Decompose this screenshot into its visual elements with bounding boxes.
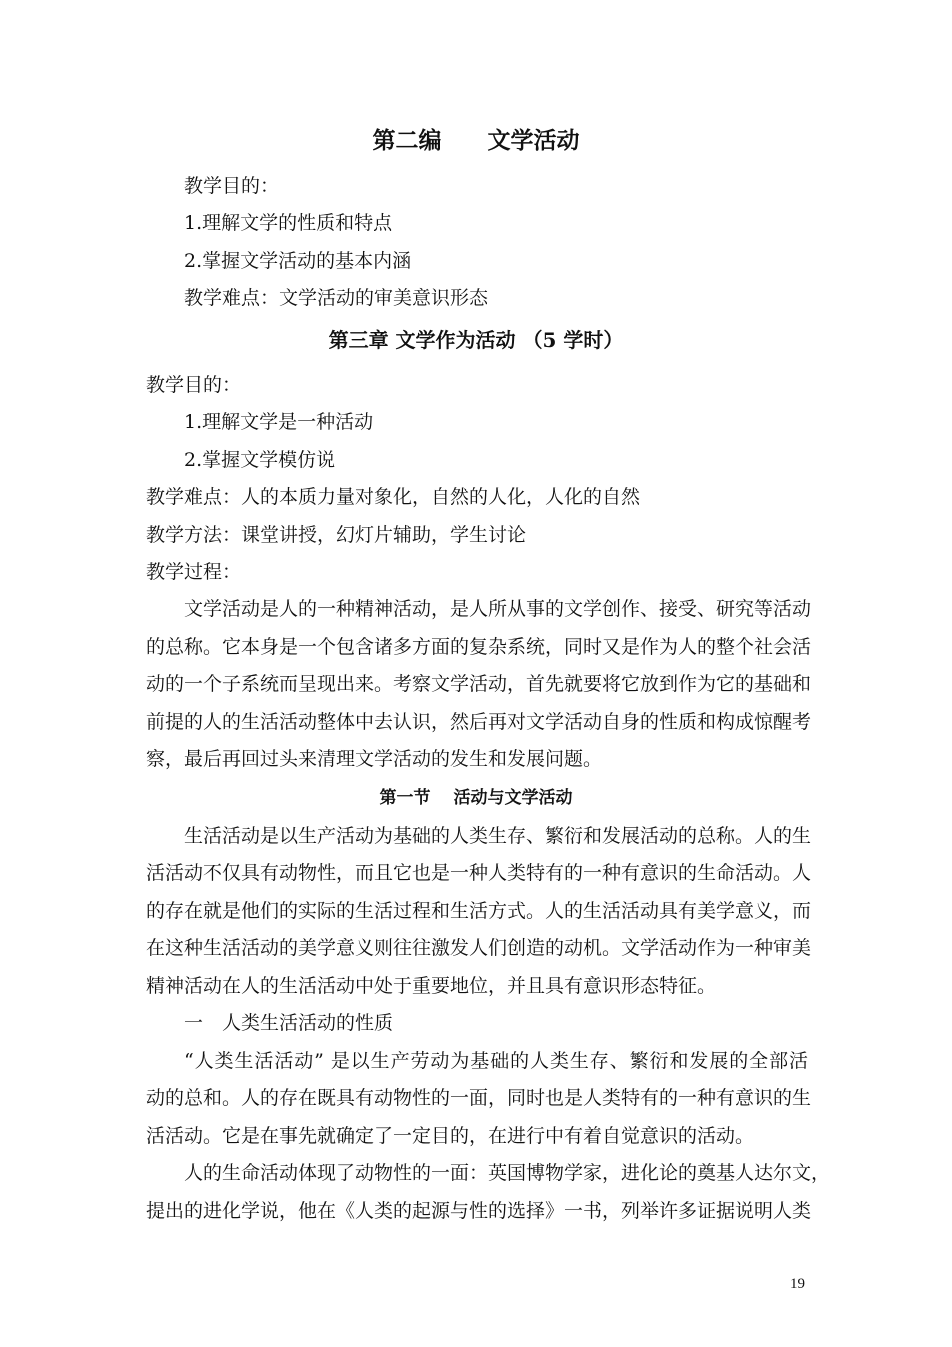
chapter-objective-item: 2.掌握文学模仿说 [184, 449, 336, 471]
part-difficulty: 教学难点：文学活动的审美意识形态 [184, 287, 489, 309]
paragraph-line: “人类生活活动” 是以生产劳动为基础的人类生存、繁衍和发展的全部活 [184, 1050, 808, 1072]
part-objective-item: 2.掌握文学活动的基本内涵 [184, 250, 412, 272]
chapter-process-heading: 教学过程： [146, 561, 242, 583]
paragraph-line: 的总称。它本身是一个包含诸多方面的复杂系统，同时又是作为人的整个社会活 [146, 636, 812, 658]
part-objectives-heading: 教学目的： [184, 175, 280, 197]
paragraph-line: 生活活动是以生产活动为基础的人类生存、繁衍和发展活动的总称。人的生 [184, 825, 812, 847]
paragraph-line: 活活动不仅具有动物性，而且它也是一种人类特有的一种有意识的生命活动。人 [146, 862, 812, 884]
paragraph-line: 前提的人的生活活动整体中去认识，然后再对文学活动自身的性质和构成惊醒考 [146, 711, 812, 733]
paragraph-line: 提出的进化学说，他在《人类的起源与性的选择》一书，列举许多证据说明人类 [146, 1200, 812, 1222]
chapter-objective-item: 1.理解文学是一种活动 [184, 411, 374, 433]
paragraph-line: 动的总和。人的存在既具有动物性的一面，同时也是人类特有的一种有意识的生 [146, 1087, 812, 1109]
paragraph-line: 动的一个子系统而呈现出来。考察文学活动，首先就要将它放到作为它的基础和 [146, 673, 812, 695]
paragraph-line: 活活动。它是在事先就确定了一定目的，在进行中有着自觉意识的活动。 [146, 1125, 755, 1147]
subsection-title: 一 人类生活活动的性质 [184, 1012, 394, 1034]
part-objective-item: 1.理解文学的性质和特点 [184, 212, 393, 234]
paragraph-line: 的存在就是他们的实际的生活过程和生活方式。人的生活活动具有美学意义，而 [146, 900, 812, 922]
page-number: 19 [790, 1276, 805, 1292]
paragraph-line: 察，最后再回过头来清理文学活动的发生和发展问题。 [146, 748, 603, 770]
chapter-title: 第三章 文学作为活动 （5 学时） [328, 328, 624, 352]
chapter-difficulty: 教学难点：人的本质力量对象化，自然的人化，人化的自然 [146, 486, 641, 508]
paragraph-line: 人的生命活动体现了动物性的一面：英国博物学家，进化论的奠基人达尔文， [184, 1162, 831, 1184]
section-title: 第一节 活动与文学活动 [379, 788, 573, 808]
chapter-objectives-heading: 教学目的： [146, 374, 242, 396]
part-title: 第二编 文学活动 [372, 127, 580, 154]
paragraph-line: 文学活动是人的一种精神活动，是人所从事的文学创作、接受、研究等活动 [184, 598, 812, 620]
paragraph-line: 精神活动在人的生活活动中处于重要地位，并且具有意识形态特征。 [146, 975, 717, 997]
chapter-methods: 教学方法：课堂讲授，幻灯片辅助，学生讨论 [146, 524, 527, 546]
paragraph-line: 在这种生活活动的美学意义则往往激发人们创造的动机。文学活动作为一种审美 [146, 937, 812, 959]
